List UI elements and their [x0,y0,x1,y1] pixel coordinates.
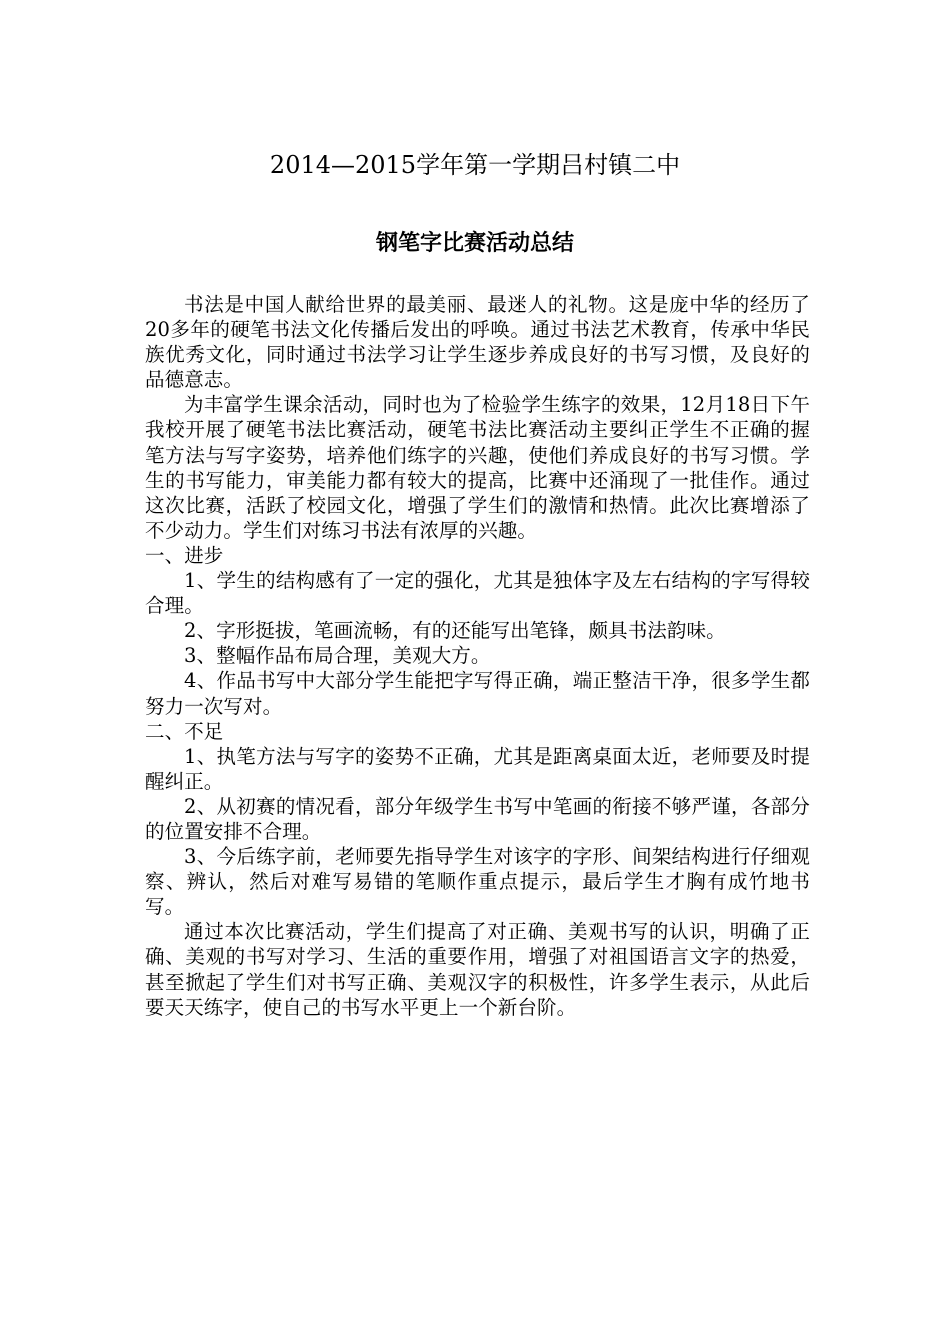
progress-item-1: 1、学生的结构感有了一定的强化，尤其是独体字及左右结构的字写得较合理。 [145,569,810,618]
progress-item-4: 4、作品书写中大部分学生能把字写得正确，端正整洁干净，很多学生都努力一次写对。 [145,669,810,718]
shortcoming-item-3: 3、今后练字前，老师要先指导学生对该字的字形、间架结构进行仔细观察、辨认，然后对难写易错的笔顺作重点提示，最后学生才胸有成竹地书写。 [145,845,810,919]
progress-item-3: 3、整幅作品布局合理，美观大方。 [184,644,491,668]
section-heading-progress: 一、进步 [145,543,224,567]
document-header-line: 2014—2015学年第一学期吕村镇二中 [269,151,681,179]
document-title: 钢笔字比赛活动总结 [375,230,574,256]
shortcoming-item-2: 2、从初赛的情况看，部分年级学生书写中笔画的衔接不够严谨，各部分的位置安排不合理。 [145,794,810,843]
paragraph-activity: 为丰富学生课余活动，同时也为了检验学生练字的效果，12月18日下午我校开展了硬笔书法比赛活动，硬笔书法比赛活动主要纠正学生不正确的握笔方法与写字姿势，培养他们练字的兴趣，使他们养成良好的书写习惯。学生的书写能力，审美能力都有较大的提高，比赛中还涌现了一批佳作。通过这次比赛，活跃了校园文化，增强了学生们的激情和热情。此次比赛增添了不少动力。学生们对练习书法有浓厚的兴趣。 [145,393,810,542]
paragraph-intro: 书法是中国人献给世界的最美丽、最迷人的礼物。这是庞中华的经历了20多年的硬笔书法文化传播后发出的呼唤。通过书法艺术教育，传承中华民族优秀文化，同时通过书法学习让学生逐步养成良好的书写习惯，及良好的品德意志。 [145,293,810,392]
section-heading-shortcomings: 二、不足 [145,719,224,743]
document-body [145,292,810,1020]
progress-item-2: 2、字形挺拔，笔画流畅，有的还能写出笔锋，颇具书法韵味。 [184,619,726,643]
paragraph-conclusion: 通过本次比赛活动，学生们提高了对正确、美观书写的认识，明确了正确、美观的书写对学习、生活的重要作用，增强了对祖国语言文字的热爱，甚至掀起了学生们对书写正确、美观汉字的积极性，许多学生表示，从此后要天天练字，使自己的书写水平更上一个新台阶。 [145,920,810,1019]
shortcoming-item-1: 1、执笔方法与写字的姿势不正确，尤其是距离桌面太近，老师要及时提醒纠正。 [145,744,810,793]
